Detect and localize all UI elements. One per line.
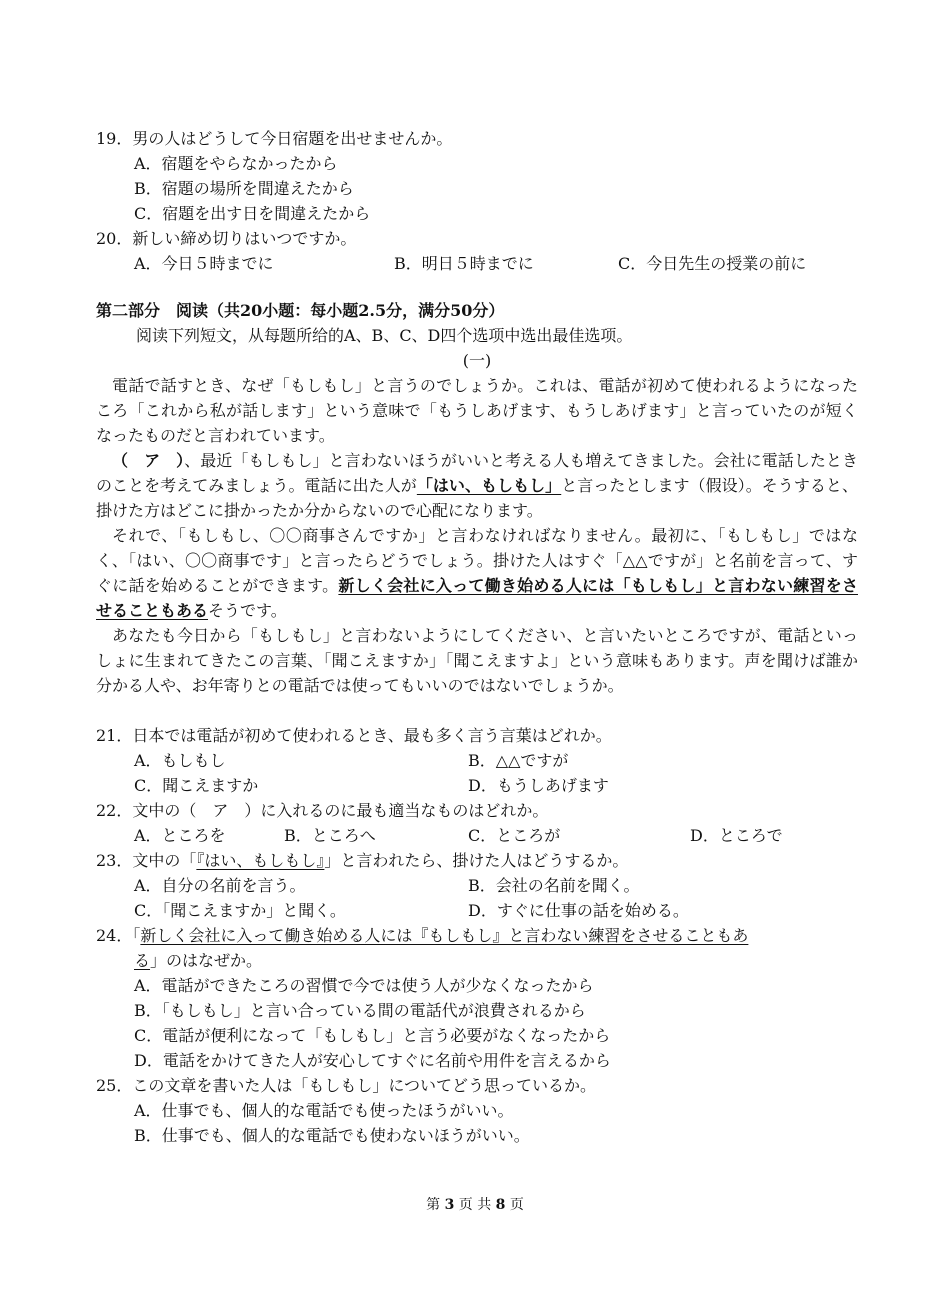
q25-option-b: B．仕事でも、個人的な電話でも使わないほうがいい。 bbox=[134, 1126, 530, 1145]
p2-text-b: と言ったとします（假设）。そうすると、掛けた方はどこに掛かったか分からないので心配になります。 bbox=[96, 476, 858, 520]
q24-stem-line2 bbox=[96, 948, 858, 973]
footer-total-pages: 8 bbox=[495, 1197, 506, 1213]
footer-post: 页 bbox=[505, 1197, 524, 1213]
p3-text-b: そうです。 bbox=[208, 601, 287, 620]
q24-stem-underlined-2: る bbox=[134, 951, 151, 970]
q24-stem-underlined-1: 新しく会社に入って働き始める人には『もしもし』と言わない練習をさせることもあ bbox=[140, 926, 749, 945]
q22-option-c: C．ところが bbox=[468, 826, 561, 845]
q24-stem-a: 24．「 bbox=[96, 926, 141, 945]
q21-options-row1 bbox=[96, 748, 858, 773]
q23-options-row1 bbox=[96, 873, 858, 898]
underlined-training-sentence: 新しく会社に入って働き始める人には「もしもし」と言わない練習をさせることもある bbox=[96, 576, 858, 620]
q24-option-c: C．電話が便利になって「もしもし」と言う必要がなくなったから bbox=[134, 1026, 611, 1045]
q20-option-b: B．明日５時までに bbox=[394, 254, 534, 273]
q23-option-b: B．会社の名前を聞く。 bbox=[468, 876, 640, 895]
footer-mid: 页 共 bbox=[454, 1197, 496, 1213]
q21-options-row2 bbox=[96, 773, 858, 798]
q19-option-c: C．宿題を出す日を間違えたから bbox=[134, 204, 371, 223]
q23-stem-a: 23．文中の「 bbox=[96, 851, 197, 870]
q21-stem: 21．日本では電話が初めて使われるとき、最も多く言う言葉はどれか。 bbox=[96, 726, 612, 745]
q23-option-a: A．自分の名前を言う。 bbox=[134, 876, 306, 895]
footer-page-number: 3 bbox=[444, 1197, 455, 1213]
section-instruction: 阅读下列短文，从每题所给的A、B、C、D四个选项中选出最佳选项。 bbox=[136, 326, 633, 345]
q22-option-d: D．ところで bbox=[690, 826, 783, 845]
passage-paragraph-1: 電話で話すとき、なぜ「もしもし」と言うのでしょうか。これは、電話が初めて使われるようになったころ「これから私が話します」という意味で「もうしあげます、もうしあげます」と言っていたのが短くなったものだと言われています。 bbox=[96, 376, 858, 445]
q21-option-a: A．もしもし bbox=[134, 751, 226, 770]
q24-stem-line1 bbox=[96, 923, 858, 948]
q23-stem bbox=[96, 848, 858, 873]
p3-text-a: それで、「もしもし、〇〇商事さんですか」と言わなければなりません。最初に、「もしもし」ではなく、「はい、〇〇商事です」と言ったらどうでしょう。掛けた人はすぐ「△△ですが」と名前を言って、すぐに話を始めることができます。 bbox=[96, 526, 858, 595]
q24-option-d: D．電話をかけてきた人が安心してすぐに名前や用件を言えるから bbox=[134, 1051, 611, 1070]
q19-option-b: B．宿題の場所を間違えたから bbox=[134, 179, 354, 198]
passage-label: (一) bbox=[462, 351, 492, 370]
q23-options-row2 bbox=[96, 898, 858, 923]
q20-option-c: C．今日先生の授業の前に bbox=[618, 254, 807, 273]
q20-options bbox=[96, 251, 858, 276]
q22-option-b: B．ところへ bbox=[284, 826, 376, 845]
p2-text-a: 、最近「もしもし」と言わないほうがいいと考える人も増えてきました。会社に電話したときのことを考えてみましょう。電話に出た人が bbox=[96, 451, 858, 495]
q24-option-a: A．電話ができたころの習慣で今では使う人が少なくなったから bbox=[134, 976, 594, 995]
q24-option-b: B．「もしもし」と言い合っている間の電話代が浪費されるから bbox=[134, 1001, 586, 1020]
q20-option-a: A．今日５時までに bbox=[134, 254, 274, 273]
section-title: 第二部分 阅读（共20小题：每小题2.5分，满分50分） bbox=[96, 301, 505, 320]
q22-options bbox=[96, 823, 858, 848]
q19-option-a: A．宿題をやらなかったから bbox=[134, 154, 338, 173]
q21-option-b: B．△△ですが bbox=[468, 751, 569, 770]
passage-paragraph-4: あなたも今日から「もしもし」と言わないようにしてください、と言いたいところですが、電話といっしょに生まれてきたこの言葉、「聞こえますか」「聞こえますよ」という意味もあります。声を聞けば誰か分かる人や、お年寄りとの電話では使ってもいいのではないでしょうか。 bbox=[96, 626, 858, 695]
q25-stem: 25．この文章を書いた人は「もしもし」についてどう思っているか。 bbox=[96, 1076, 597, 1095]
q19-stem: 19．男の人はどうして今日宿題を出せませんか。 bbox=[96, 129, 453, 148]
footer-pre: 第 bbox=[426, 1197, 445, 1213]
passage-paragraph-2 bbox=[96, 448, 858, 523]
exam-page bbox=[96, 126, 858, 1148]
underlined-hai-moshimoshi: 「はい、もしもし」 bbox=[416, 476, 562, 495]
q20-stem: 20．新しい締め切りはいつですか。 bbox=[96, 229, 357, 248]
q24-stem-b: 」のはなぜか。 bbox=[150, 951, 263, 970]
blank-a: （ ア ） bbox=[112, 451, 185, 470]
q22-stem: 22．文中の（ ア ）に入れるのに最も適当なものはどれか。 bbox=[96, 801, 549, 820]
q23-option-c: C．「聞こえますか」と聞く。 bbox=[134, 901, 346, 920]
q23-stem-underlined: 『はい、もしもし』 bbox=[196, 851, 325, 870]
q23-option-d: D．すぐに仕事の話を始める。 bbox=[468, 901, 689, 920]
q22-option-a: A．ところを bbox=[134, 826, 226, 845]
passage-paragraph-3 bbox=[96, 523, 858, 623]
q23-stem-b: 」と言われたら、掛けた人はどうするか。 bbox=[324, 851, 629, 870]
q21-option-d: D．もうしあげます bbox=[468, 776, 609, 795]
q25-option-a: A．仕事でも、個人的な電話でも使ったほうがいい。 bbox=[134, 1101, 514, 1120]
page-footer bbox=[0, 1194, 950, 1214]
q21-option-c: C．聞こえますか bbox=[134, 776, 259, 795]
